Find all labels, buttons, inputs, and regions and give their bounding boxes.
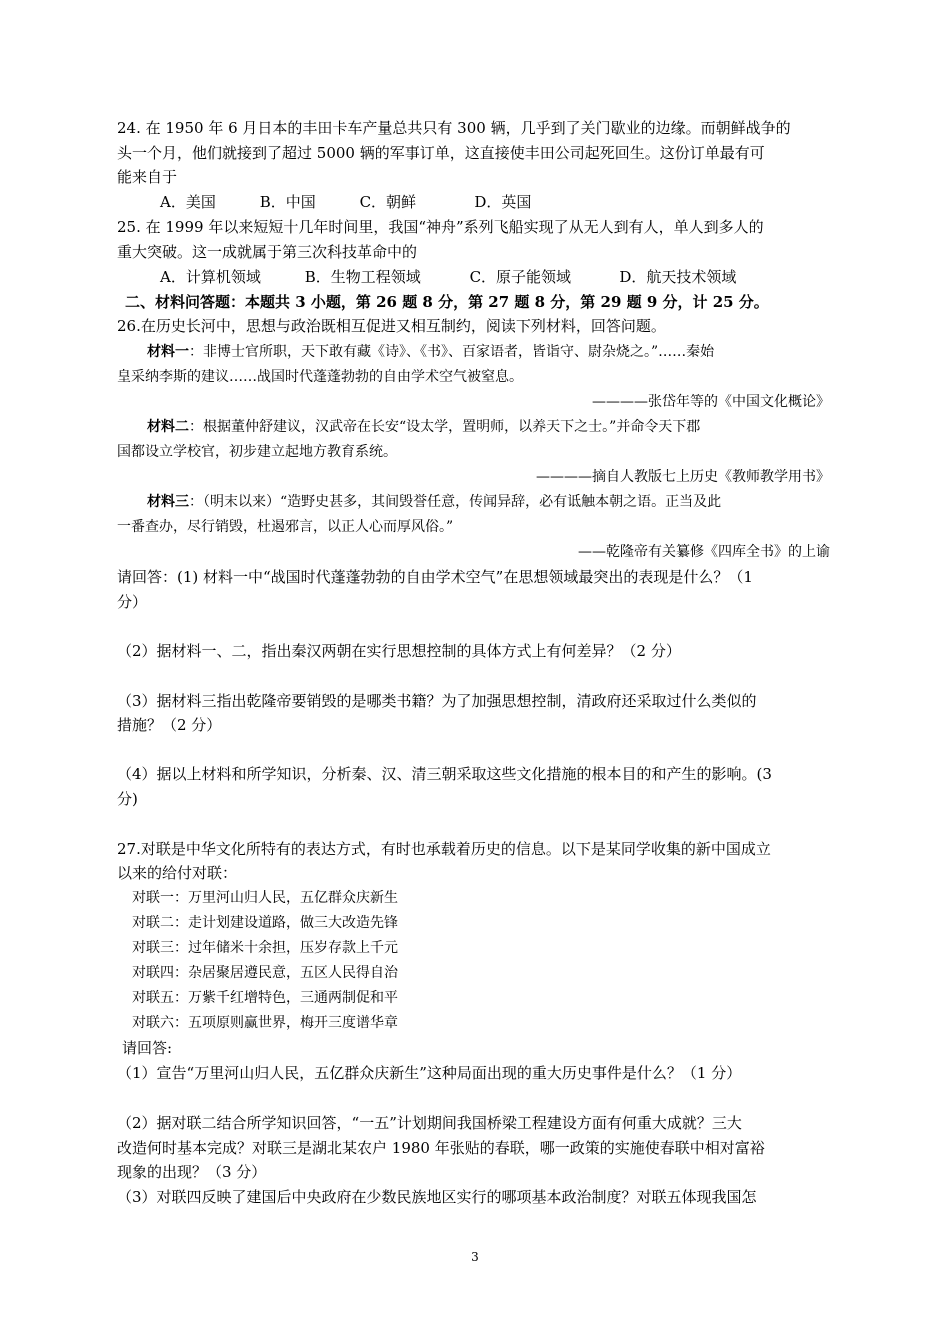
q25-option-a: A．计算机领域 [160,268,261,286]
q24-options [160,191,531,213]
q24-line-2: 头一个月，他们就接到了超过 5000 辆的军事订单，这直接使丰田公司起死回生。这份订单最有可 [117,144,765,162]
q27-intro-line-1: 27.对联是中华文化所特有的表达方式，有时也承载着历史的信息。以下是某同学收集的新中国成立 [117,840,771,858]
material-2-text: ：根据董仲舒建议，汉武帝在长安“设太学，置明师，以养天下之士。”并命令天下郡 [189,419,701,435]
q25-option-b: B．生物工程领域 [304,268,421,286]
material-3-label: 材料三 [147,494,189,510]
q26-ask-1-line-2: 分） [117,593,148,611]
material-1-line-1 [147,341,714,363]
q27-ask-label: 请回答: [122,1039,173,1057]
q27-ask-2-line-3: 现象的出现？（3 分） [117,1163,267,1181]
material-3-line-2: 一番查办，尽行销毁，杜遏邪言，以正人心而厚风俗。” [117,519,454,535]
couplet-5: 对联五：万紫千红增特色，三通两制促和平 [132,990,398,1006]
q24-line-1: 24. 在 1950 年 6 月日本的丰田卡车产量总共只有 300 辆，几乎到了关门歇业的边缘。而朝鲜战争的 [117,119,791,137]
q26-ask-4-line-2: 分) [117,790,138,808]
material-3-source: ——乾隆帝有关纂修《四库全书》的上谕 [578,544,830,560]
q26-ask-2: （2）据材料一、二，指出秦汉两朝在实行思想控制的具体方式上有何差异？（2 分） [117,642,681,660]
q27-ask-3-line-1: （3）对联四反映了建国后中央政府在少数民族地区实行的哪项基本政治制度？对联五体现我国怎 [117,1188,757,1206]
q24-option-a: A．美国 [160,193,216,211]
q25-line-1: 25. 在 1999 年以来短短十几年时间里，我国“神舟”系列飞船实现了从无人到有人，单人到多人的 [117,218,764,236]
q27-ask-2-line-1: （2）据对联二结合所学知识回答，“一五”计划期间我国桥梁工程建设方面有何重大成就？三大 [117,1114,742,1132]
q26-ask-1-line-1: 请回答：(1) 材料一中“战国时代蓬蓬勃勃的自由学术空气”在思想领域最突出的表现是什么？（1 [117,568,753,586]
material-1-source: ————张岱年等的《中国文化概论》 [592,394,830,410]
section-heading: 二、材料问答题：本题共 3 小题，第 26 题 8 分，第 27 题 8 分，第 29 题 9 分，计 25 分。 [125,293,769,311]
page-number: 3 [471,1250,479,1264]
material-1-label: 材料一 [147,344,189,360]
couplet-3: 对联三：过年储米十余担，压岁存款上千元 [132,940,398,956]
couplet-2: 对联二：走计划建设道路，做三大改造先锋 [132,915,398,931]
q25-line-2: 重大突破。这一成就属于第三次科技革命中的 [117,243,418,261]
q27-intro-line-2: 以来的给付对联： [117,864,238,882]
q24-option-d: D．英国 [474,193,532,211]
q26-intro: 26.在历史长河中，思想与政治既相互促进又相互制约，阅读下列材料，回答问题。 [117,317,666,335]
material-2-label: 材料二 [147,419,189,435]
material-1-text: ：非博士官所职，天下敢有藏《诗》、《书》、百家语者，皆诣守、尉杂烧之。”……秦始 [189,344,715,360]
couplet-4: 对联四：杂居聚居遵民意，五区人民得自治 [132,965,398,981]
q25-option-d: D．航天技术领域 [619,268,737,286]
material-2-line-1 [147,416,700,438]
q27-ask-2-line-2: 改造何时基本完成？对联三是湖北某农户 1980 年张贴的春联，哪一政策的实施使春联中相对富裕 [117,1139,765,1157]
material-2-source: ————摘自人教版七上历史《教师教学用书》 [536,469,830,485]
q26-ask-3-line-1: （3）据材料三指出乾隆帝要销毁的是哪类书籍？为了加强思想控制，清政府还采取过什么类似的 [117,692,757,710]
q26-ask-3-line-2: 措施？（2 分） [117,716,222,734]
material-3-line-1 [147,491,721,513]
material-1-line-2: 皇采纳李斯的建议……战国时代蓬蓬勃勃的自由学术空气被窒息。 [117,369,523,385]
q25-options [160,266,736,288]
q27-ask-1: （1）宣告“万里河山归人民，五亿群众庆新生”这种局面出现的重大历史事件是什么？（1 分） [117,1064,742,1082]
material-2-line-2: 国都设立学校官，初步建立起地方教育系统。 [117,444,397,460]
q25-option-c: C．原子能领域 [469,268,572,286]
q24-option-b: B．中国 [259,193,316,211]
material-3-text: ：（明末以来）“造野史甚多，其间毁誉任意，传闻异辞，必有诋触本朝之语。正当及此 [189,494,722,510]
q24-option-c: C．朝鲜 [359,193,417,211]
couplet-1: 对联一：万里河山归人民，五亿群众庆新生 [132,890,398,906]
q24-line-3: 能来自于 [117,168,178,186]
q26-ask-4-line-1: （4）据以上材料和所学知识，分析秦、汉、清三朝采取这些文化措施的根本目的和产生的影响。(3 [117,765,772,783]
couplet-6: 对联六：五项原则赢世界，梅开三度谱华章 [132,1015,398,1031]
